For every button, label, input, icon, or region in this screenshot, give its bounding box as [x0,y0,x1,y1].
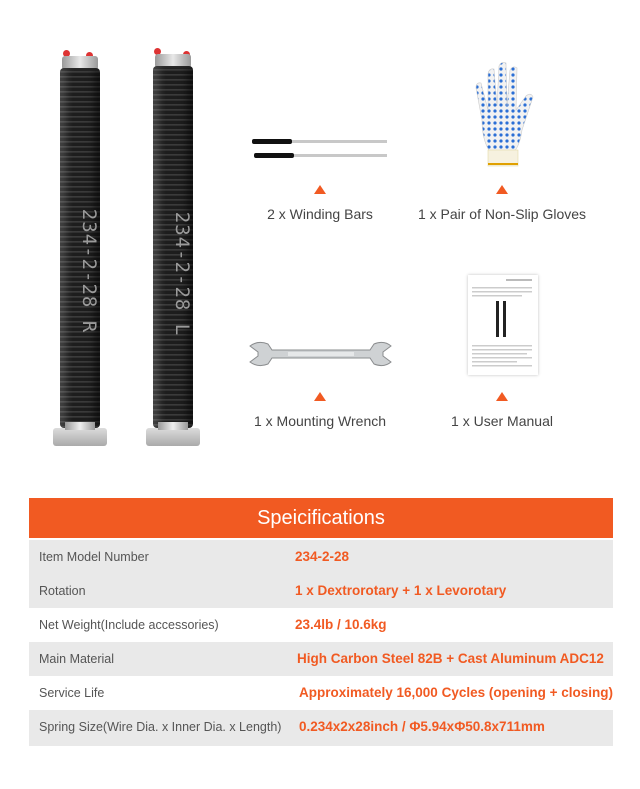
spec-value: 1 x Dextrorotary + 1 x Levorotary [295,583,507,598]
spec-label: Main Material [39,652,115,666]
arrow-up-icon [314,392,326,401]
arrow-up-icon [496,392,508,401]
spec-label: Rotation [39,584,86,598]
torsion-spring-right [50,50,110,450]
spec-row [29,574,613,608]
spec-value: Approximately 16,000 Cycles (opening + closing) [299,685,613,700]
specifications-header: Speicifications [29,498,613,538]
spec-row [29,608,613,642]
spec-row [29,642,613,676]
manual-icon [468,275,538,375]
spring-label: 234-2-28 L [171,211,194,337]
spec-value: 234-2-28 [295,549,350,564]
spring-mount-plate [53,428,107,446]
spec-label: Spring Size(Wire Dia. x Inner Dia. x Length) [39,720,282,734]
spec-row [29,676,613,710]
spring-label: 234-2-28 R [78,208,101,334]
spring-hub [158,422,188,430]
spec-value: 0.234x2x28inch / Φ5.94xΦ50.8x711mm [299,719,545,734]
accessory-caption: 1 x User Manual [451,413,553,429]
spring-mount-plate [146,428,200,446]
spring-hub [65,422,95,430]
spec-row [29,540,613,574]
wrench-icon [248,338,393,370]
accessory-caption: 1 x Mounting Wrench [253,413,387,429]
spec-label: Service Life [39,686,105,700]
arrow-up-icon [314,185,326,194]
accessory-caption: 1 x Pair of Non-Slip Gloves [417,206,587,222]
gloves-icon [468,60,548,170]
torsion-spring-left [143,48,203,450]
spec-label: Item Model Number [39,550,149,564]
winding-bars-icon [250,135,390,165]
arrow-up-icon [496,185,508,194]
spec-label: Net Weight(Include accessories) [39,618,219,632]
spec-row [29,710,613,746]
spec-value: 23.4lb / 10.6kg [295,617,387,632]
accessory-caption: 2 x Winding Bars [267,206,373,222]
spec-value: High Carbon Steel 82B + Cast Aluminum ADC12 [297,651,604,666]
